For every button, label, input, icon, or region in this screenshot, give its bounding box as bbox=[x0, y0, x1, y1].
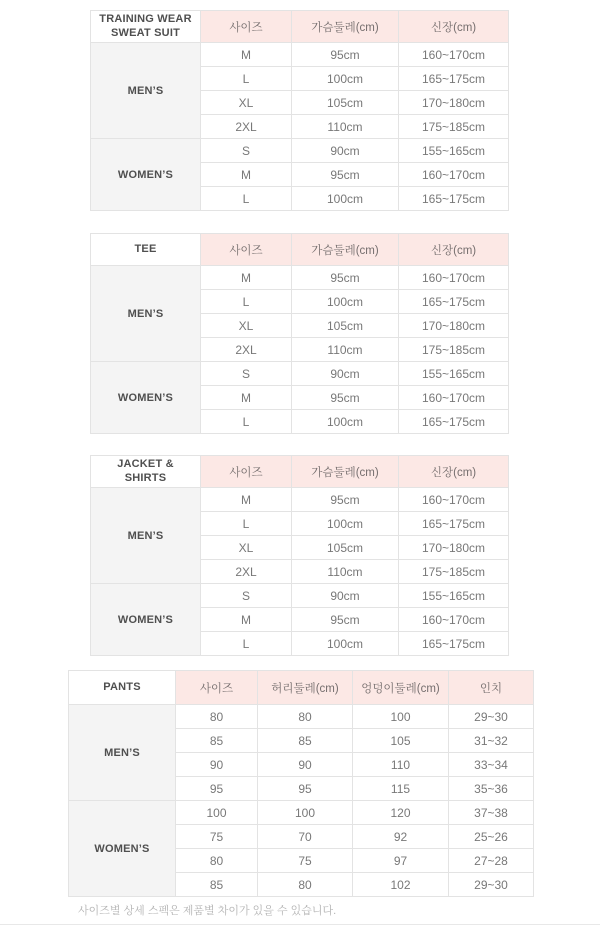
header-row bbox=[91, 456, 509, 488]
chest-cell: 100cm bbox=[292, 187, 399, 211]
size-cell: S bbox=[201, 362, 292, 386]
height-cell: 160~170cm bbox=[399, 43, 509, 67]
height-cell: 155~165cm bbox=[399, 362, 509, 386]
hip-cell: 110 bbox=[353, 753, 449, 777]
table-row bbox=[91, 43, 509, 67]
header-row bbox=[91, 234, 509, 266]
waist-cell: 90 bbox=[258, 753, 353, 777]
chest-cell: 105cm bbox=[292, 536, 399, 560]
table-row bbox=[91, 139, 509, 163]
inch-cell: 33~34 bbox=[449, 753, 534, 777]
column-header-chest: 가슴둘레(cm) bbox=[292, 11, 399, 43]
size-table-sweat-suit bbox=[90, 10, 509, 211]
inch-cell: 27~28 bbox=[449, 849, 534, 873]
size-cell: S bbox=[201, 139, 292, 163]
chest-cell: 95cm bbox=[292, 43, 399, 67]
table-title: PANTS bbox=[69, 671, 176, 705]
table-title: JACKET & SHIRTS bbox=[91, 456, 201, 488]
inch-cell: 31~32 bbox=[449, 729, 534, 753]
size-cell: XL bbox=[201, 314, 292, 338]
table-row bbox=[91, 266, 509, 290]
column-header-size: 사이즈 bbox=[201, 11, 292, 43]
size-cell: M bbox=[201, 386, 292, 410]
inch-cell: 29~30 bbox=[449, 705, 534, 729]
height-cell: 160~170cm bbox=[399, 608, 509, 632]
size-cell: L bbox=[201, 290, 292, 314]
column-header-size: 사이즈 bbox=[176, 671, 258, 705]
size-table-jacket-shirts bbox=[90, 455, 509, 656]
group-label-womens: WOMEN’S bbox=[91, 139, 201, 211]
chest-cell: 95cm bbox=[292, 608, 399, 632]
chest-cell: 95cm bbox=[292, 163, 399, 187]
chest-cell: 90cm bbox=[292, 584, 399, 608]
waist-cell: 80 bbox=[258, 873, 353, 897]
height-cell: 160~170cm bbox=[399, 386, 509, 410]
column-header-waist: 허리둘레(cm) bbox=[258, 671, 353, 705]
height-cell: 160~170cm bbox=[399, 488, 509, 512]
size-cell: 80 bbox=[176, 705, 258, 729]
group-label-mens: MEN’S bbox=[91, 266, 201, 362]
size-cell: M bbox=[201, 163, 292, 187]
header-row bbox=[69, 671, 534, 705]
chest-cell: 105cm bbox=[292, 314, 399, 338]
chest-cell: 100cm bbox=[292, 67, 399, 91]
size-table-tee bbox=[90, 233, 509, 434]
column-header-height: 신장(cm) bbox=[399, 456, 509, 488]
size-cell: 80 bbox=[176, 849, 258, 873]
size-cell: S bbox=[201, 584, 292, 608]
table-title: TEE bbox=[91, 234, 201, 266]
hip-cell: 120 bbox=[353, 801, 449, 825]
height-cell: 165~175cm bbox=[399, 632, 509, 656]
size-cell: M bbox=[201, 266, 292, 290]
hip-cell: 92 bbox=[353, 825, 449, 849]
chest-cell: 105cm bbox=[292, 91, 399, 115]
inch-cell: 35~36 bbox=[449, 777, 534, 801]
height-cell: 155~165cm bbox=[399, 139, 509, 163]
chest-cell: 100cm bbox=[292, 410, 399, 434]
group-label-womens: WOMEN’S bbox=[69, 801, 176, 897]
hip-cell: 115 bbox=[353, 777, 449, 801]
size-cell: 2XL bbox=[201, 115, 292, 139]
height-cell: 165~175cm bbox=[399, 410, 509, 434]
size-cell: M bbox=[201, 43, 292, 67]
size-cell: L bbox=[201, 67, 292, 91]
waist-cell: 95 bbox=[258, 777, 353, 801]
height-cell: 175~185cm bbox=[399, 115, 509, 139]
size-cell: 85 bbox=[176, 729, 258, 753]
table-row bbox=[91, 488, 509, 512]
group-label-mens: MEN’S bbox=[91, 488, 201, 584]
group-label-mens: MEN’S bbox=[69, 705, 176, 801]
chest-cell: 100cm bbox=[292, 632, 399, 656]
height-cell: 165~175cm bbox=[399, 290, 509, 314]
waist-cell: 85 bbox=[258, 729, 353, 753]
height-cell: 160~170cm bbox=[399, 163, 509, 187]
column-header-hip: 엉덩이둘레(cm) bbox=[353, 671, 449, 705]
chest-cell: 110cm bbox=[292, 338, 399, 362]
size-cell: 2XL bbox=[201, 560, 292, 584]
chest-cell: 95cm bbox=[292, 386, 399, 410]
column-header-chest: 가슴둘레(cm) bbox=[292, 456, 399, 488]
height-cell: 165~175cm bbox=[399, 67, 509, 91]
column-header-chest: 가슴둘레(cm) bbox=[292, 234, 399, 266]
bottom-divider bbox=[0, 924, 600, 925]
size-cell: 2XL bbox=[201, 338, 292, 362]
inch-cell: 29~30 bbox=[449, 873, 534, 897]
hip-cell: 100 bbox=[353, 705, 449, 729]
height-cell: 165~175cm bbox=[399, 187, 509, 211]
waist-cell: 100 bbox=[258, 801, 353, 825]
size-cell: XL bbox=[201, 536, 292, 560]
size-cell: M bbox=[201, 488, 292, 512]
column-header-height: 신장(cm) bbox=[399, 11, 509, 43]
size-cell: M bbox=[201, 608, 292, 632]
table-row bbox=[69, 705, 534, 729]
height-cell: 165~175cm bbox=[399, 512, 509, 536]
chest-cell: 95cm bbox=[292, 266, 399, 290]
group-label-mens: MEN’S bbox=[91, 43, 201, 139]
waist-cell: 75 bbox=[258, 849, 353, 873]
hip-cell: 97 bbox=[353, 849, 449, 873]
column-header-height: 신장(cm) bbox=[399, 234, 509, 266]
chest-cell: 90cm bbox=[292, 139, 399, 163]
height-cell: 170~180cm bbox=[399, 314, 509, 338]
height-cell: 160~170cm bbox=[399, 266, 509, 290]
height-cell: 175~185cm bbox=[399, 560, 509, 584]
table-row bbox=[91, 584, 509, 608]
inch-cell: 37~38 bbox=[449, 801, 534, 825]
size-cell: XL bbox=[201, 91, 292, 115]
height-cell: 170~180cm bbox=[399, 91, 509, 115]
size-cell: 90 bbox=[176, 753, 258, 777]
height-cell: 175~185cm bbox=[399, 338, 509, 362]
size-cell: L bbox=[201, 632, 292, 656]
waist-cell: 70 bbox=[258, 825, 353, 849]
chest-cell: 95cm bbox=[292, 488, 399, 512]
size-cell: L bbox=[201, 512, 292, 536]
chest-cell: 100cm bbox=[292, 290, 399, 314]
column-header-inch: 인치 bbox=[449, 671, 534, 705]
chest-cell: 110cm bbox=[292, 115, 399, 139]
group-label-womens: WOMEN’S bbox=[91, 362, 201, 434]
table-row bbox=[69, 801, 534, 825]
header-row bbox=[91, 11, 509, 43]
chest-cell: 100cm bbox=[292, 512, 399, 536]
size-disclaimer-note: 사이즈별 상세 스펙은 제품별 차이가 있을 수 있습니다. bbox=[78, 905, 337, 917]
size-cell: L bbox=[201, 187, 292, 211]
chest-cell: 110cm bbox=[292, 560, 399, 584]
group-label-womens: WOMEN’S bbox=[91, 584, 201, 656]
waist-cell: 80 bbox=[258, 705, 353, 729]
size-table-pants bbox=[68, 670, 534, 897]
height-cell: 170~180cm bbox=[399, 536, 509, 560]
inch-cell: 25~26 bbox=[449, 825, 534, 849]
chest-cell: 90cm bbox=[292, 362, 399, 386]
hip-cell: 102 bbox=[353, 873, 449, 897]
column-header-size: 사이즈 bbox=[201, 456, 292, 488]
height-cell: 155~165cm bbox=[399, 584, 509, 608]
column-header-size: 사이즈 bbox=[201, 234, 292, 266]
size-cell: 85 bbox=[176, 873, 258, 897]
table-row bbox=[91, 362, 509, 386]
hip-cell: 105 bbox=[353, 729, 449, 753]
size-cell: L bbox=[201, 410, 292, 434]
size-cell: 95 bbox=[176, 777, 258, 801]
size-cell: 100 bbox=[176, 801, 258, 825]
size-cell: 75 bbox=[176, 825, 258, 849]
table-title: TRAINING WEAR SWEAT SUIT bbox=[91, 11, 201, 43]
